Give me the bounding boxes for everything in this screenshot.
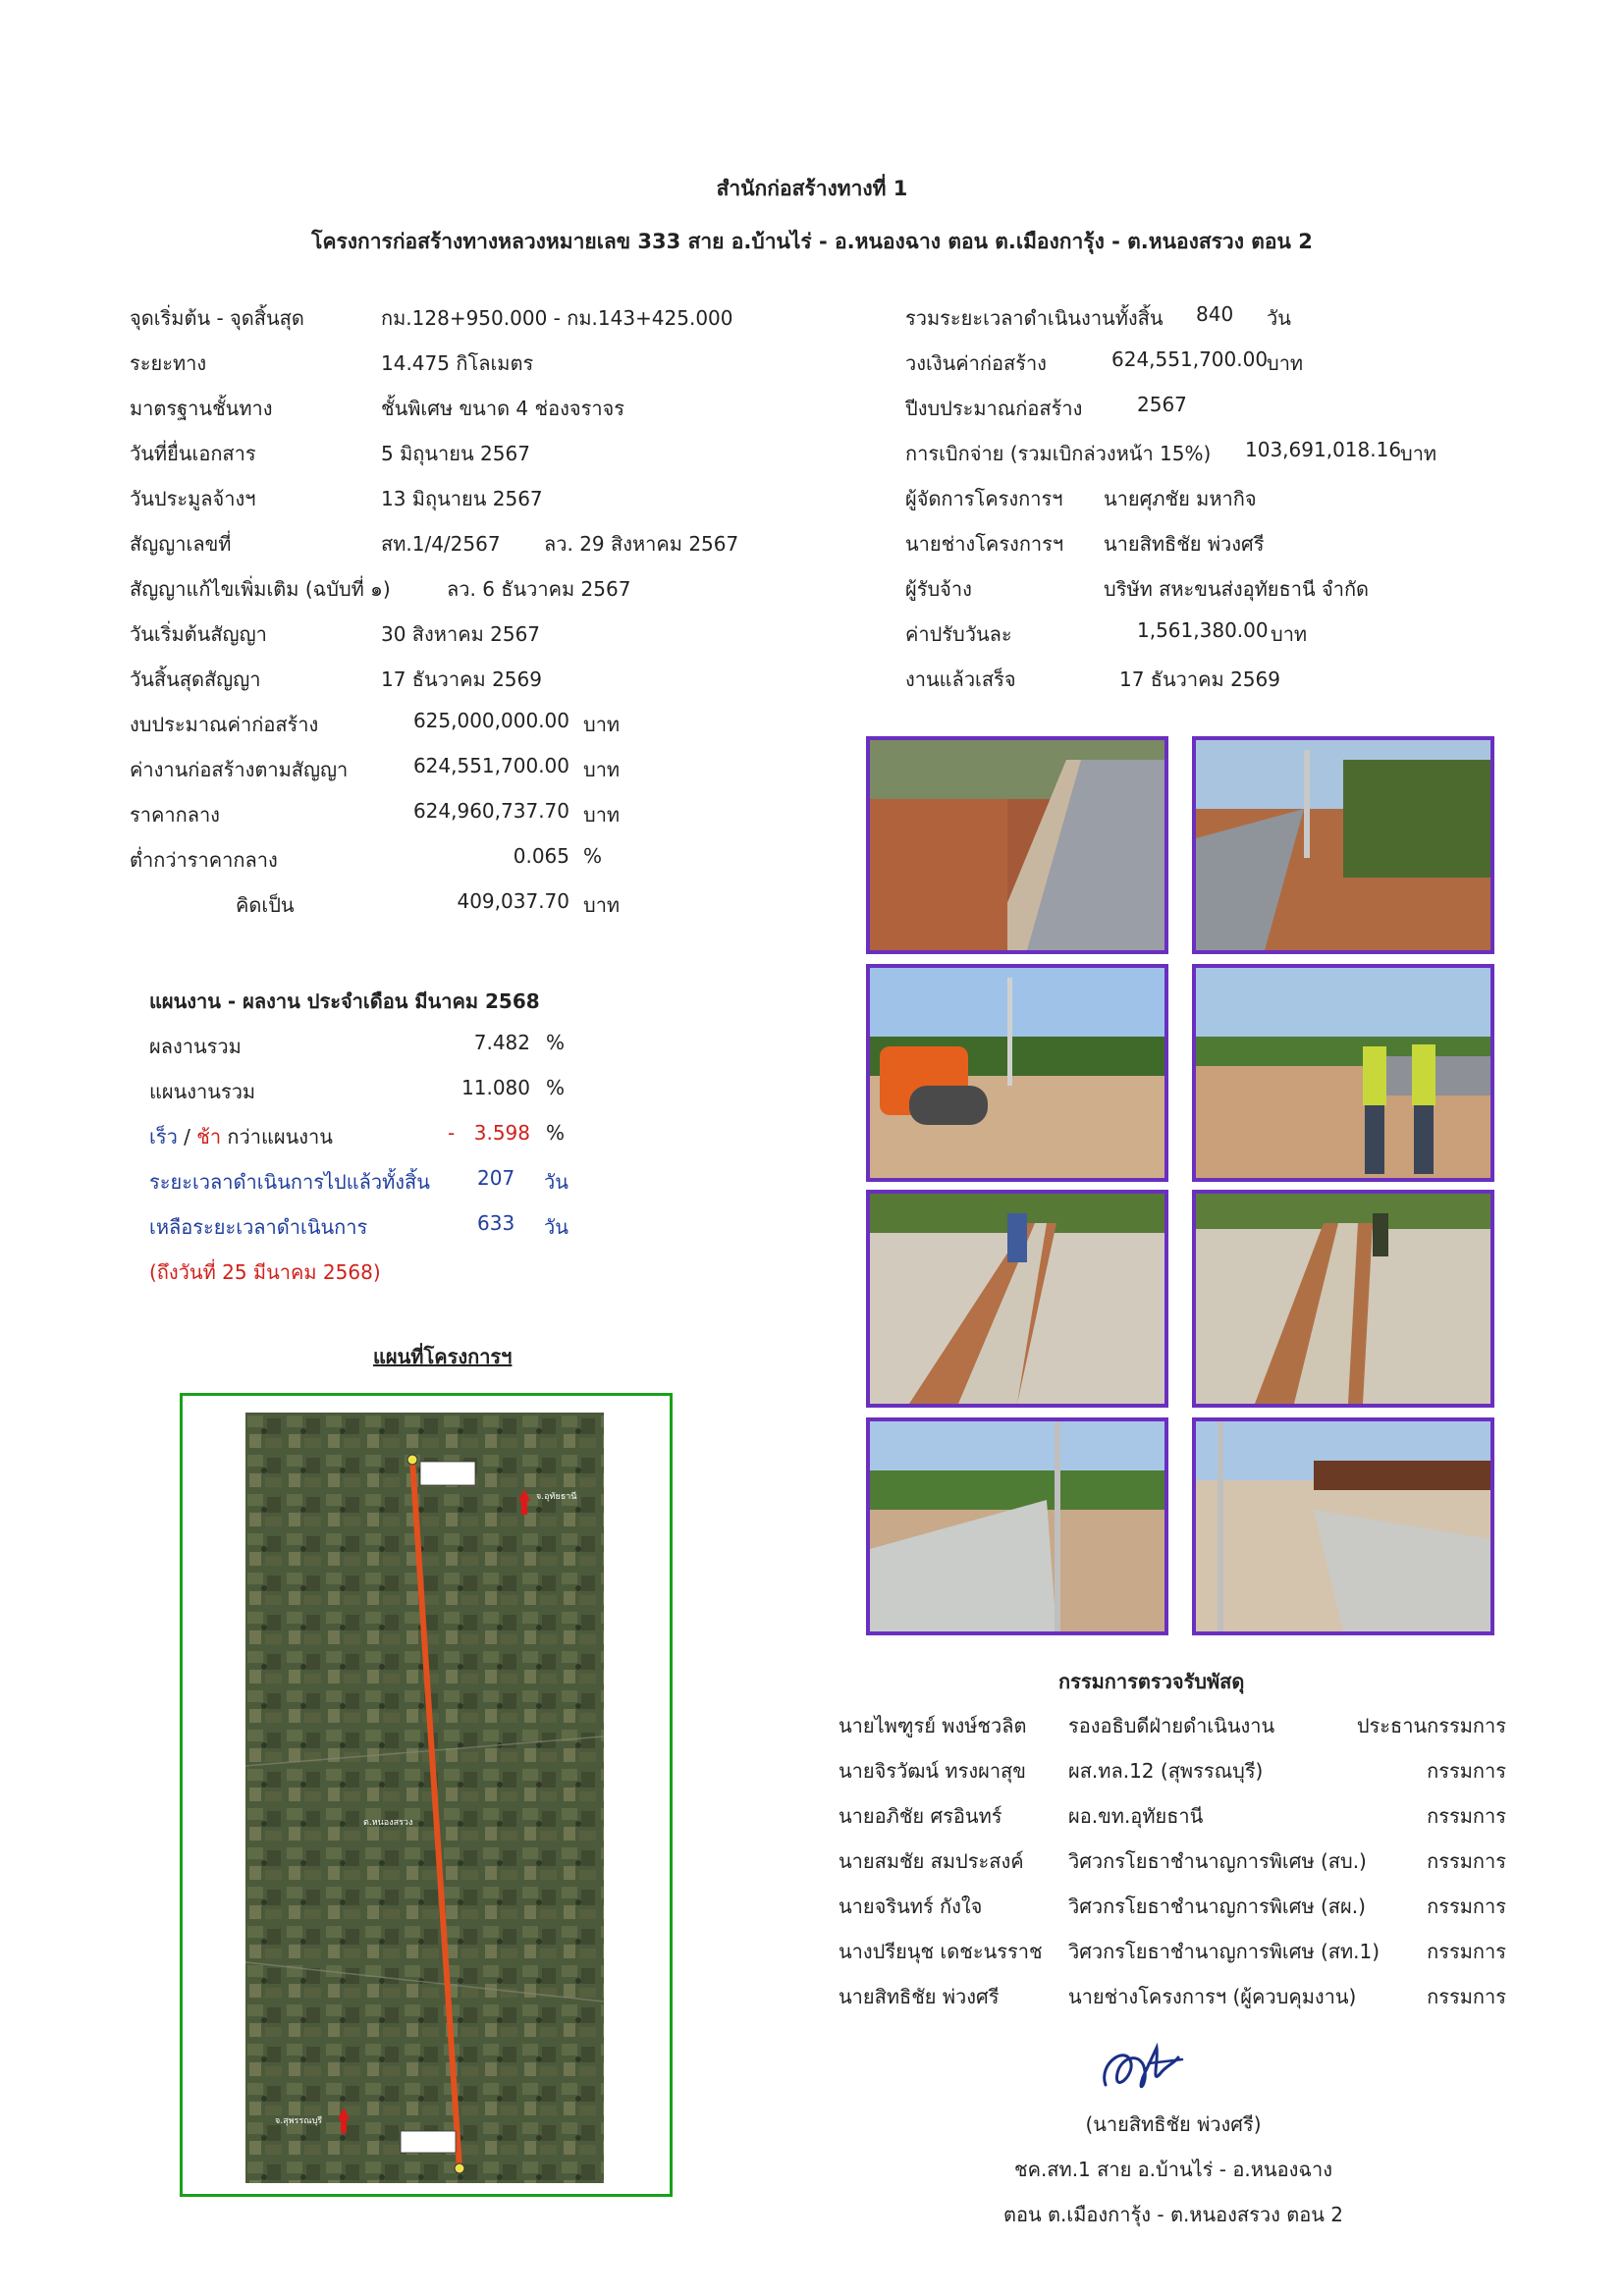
member-name: นายจิรวัฒน์ ทรงผาสุข	[839, 1759, 1026, 1783]
progress-label: ผลงานรวม	[149, 1035, 242, 1058]
member-position: ผส.ทล.12 (สุพรรณบุรี)	[1068, 1759, 1264, 1783]
member-position: วิศวกรโยธาชำนาญการพิเศษ (สบ.)	[1068, 1849, 1367, 1873]
member-role: กรรมการ	[1427, 1759, 1506, 1783]
remaining-value: 633	[477, 1211, 515, 1235]
info-extra: ลว. 29 สิงหาคม 2567	[544, 532, 739, 556]
info-value: 17 ธันวาคม 2569	[381, 667, 542, 691]
signature-name: (นายสิทธิชัย พ่วงศรี)	[1085, 2112, 1262, 2136]
remaining-label: เหลือระยะเวลาดำเนินการ	[149, 1215, 368, 1239]
member-position: ผอ.ขท.อุทัยธานี	[1068, 1804, 1204, 1828]
site-photo	[866, 1417, 1168, 1635]
budget-label: ค่างานก่อสร้างตามสัญญา	[130, 758, 349, 781]
info-value: 5 มิถุนายน 2567	[381, 442, 530, 465]
slash: /	[177, 1125, 197, 1148]
member-role: กรรมการ	[1427, 1940, 1506, 1963]
budget-unit: บาท	[583, 803, 621, 827]
info-label: วงเงินค่าก่อสร้าง	[905, 351, 1047, 375]
site-photo	[866, 1190, 1168, 1408]
budget-value: 625,000,000.00	[412, 709, 569, 732]
budget-label: งบประมาณค่าก่อสร้าง	[130, 713, 319, 736]
info-value: บริษัท สหะขนส่งอุทัยธานี จำกัด	[1104, 577, 1370, 601]
info-label: รวมระยะเวลาดำเนินงานทั้งสิ้น	[905, 306, 1164, 330]
elapsed-unit: วัน	[544, 1170, 568, 1194]
site-photo	[866, 736, 1168, 954]
budget-value: 409,037.70	[457, 889, 569, 913]
info-label: สัญญาเลขที่	[130, 532, 232, 556]
info-label: สัญญาแก้ไขเพิ่มเติม (ฉบับที่ ๑)	[130, 577, 391, 601]
progress-unit: %	[546, 1031, 566, 1054]
info-value: 624,551,700.00	[1111, 347, 1269, 371]
info-value: นายสิทธิชัย พ่วงศรี	[1104, 532, 1265, 556]
budget-unit: บาท	[583, 713, 621, 736]
member-position: นายช่างโครงการฯ (ผู้ควบคุมงาน)	[1068, 1985, 1357, 2008]
site-photo	[1192, 1190, 1494, 1408]
than-plan: กว่าแผนงาน	[221, 1125, 333, 1148]
member-position: รองอธิบดีฝ่ายดำเนินงาน	[1068, 1714, 1275, 1737]
progress-title: แผนงาน - ผลงาน ประจำเดือน มีนาคม 2568	[149, 989, 540, 1013]
info-unit: บาท	[1267, 351, 1304, 375]
member-name: นายสิทธิชัย พ่วงศรี	[839, 1985, 1000, 2008]
as-of-date: (ถึงวันที่ 25 มีนาคม 2568)	[149, 1260, 381, 1284]
member-name: นายสมชัย สมประสงค์	[839, 1849, 1024, 1873]
info-label: ระยะทาง	[130, 351, 207, 375]
info-label: วันเริ่มต้นสัญญา	[130, 622, 267, 646]
member-role: ประธานกรรมการ	[1356, 1714, 1506, 1737]
budget-value: 624,960,737.70	[412, 799, 569, 823]
map-label-south: จ.สุพรรณบุรี	[275, 2116, 323, 2126]
elapsed-value: 207	[477, 1166, 515, 1190]
member-position: วิศวกรโยธาชำนาญการพิเศษ (สผ.)	[1068, 1895, 1366, 1918]
member-name: นายอภิชัย ศรอินทร์	[839, 1804, 1002, 1828]
member-name: นางปรียนุช เดชะนรราช	[839, 1940, 1043, 1963]
info-label: วันประมูลจ้างฯ	[130, 487, 256, 510]
committee-title: กรรมการตรวจรับพัสดุ	[1058, 1670, 1245, 1693]
info-unit: บาท	[1271, 622, 1308, 646]
info-value: 14.475 กิโลเมตร	[381, 351, 534, 375]
project-map	[245, 1413, 604, 2183]
budget-label: ราคากลาง	[130, 803, 220, 827]
member-role: กรรมการ	[1427, 1985, 1506, 2008]
map-label-north: จ.อุทัยธานี	[536, 1492, 577, 1502]
info-label: การเบิกจ่าย (รวมเบิกล่วงหน้า 15%)	[905, 442, 1212, 465]
remaining-unit: วัน	[544, 1215, 568, 1239]
info-value: ชั้นพิเศษ ขนาด 4 ช่องจราจร	[381, 397, 625, 420]
budget-unit: บาท	[583, 758, 621, 781]
budget-unit: บาท	[583, 893, 621, 917]
info-label: ผู้รับจ้าง	[905, 577, 972, 601]
progress-label: แผนงานรวม	[149, 1080, 256, 1103]
info-label: ปีงบประมาณก่อสร้าง	[905, 397, 1083, 420]
site-photo	[1192, 964, 1494, 1182]
info-value: 103,691,018.16	[1245, 438, 1402, 461]
info-value: 13 มิถุนายน 2567	[381, 487, 543, 510]
info-value: 1,561,380.00	[1137, 618, 1269, 642]
map-label-mid: ต.หนองสรวง	[363, 1818, 413, 1828]
office-title: สำนักก่อสร้างทางที่ 1	[716, 177, 908, 200]
map-title: แผนที่โครงการฯ	[373, 1345, 513, 1368]
info-value: 17 ธันวาคม 2569	[1119, 667, 1280, 691]
info-label: วันที่ยื่นเอกสาร	[130, 442, 256, 465]
info-label: ผู้จัดการโครงการฯ	[905, 487, 1063, 510]
info-label: ค่าปรับวันละ	[905, 622, 1012, 646]
info-value: 2567	[1137, 393, 1187, 416]
budget-unit: %	[583, 844, 603, 868]
fast-label: เร็ว	[149, 1125, 178, 1148]
progress-value: 11.080	[461, 1076, 530, 1099]
slow-label: ช้า	[196, 1125, 222, 1148]
diff-sign: -	[448, 1121, 456, 1145]
diff-unit: %	[546, 1121, 566, 1145]
info-label: วันสิ้นสุดสัญญา	[130, 667, 261, 691]
member-position: วิศวกรโยธาชำนาญการพิเศษ (สท.1)	[1068, 1940, 1380, 1963]
elapsed-label: ระยะเวลาดำเนินการไปแล้วทั้งสิ้น	[149, 1170, 430, 1194]
info-label: จุดเริ่มต้น - จุดสิ้นสุด	[130, 306, 304, 330]
fast-slow-label	[149, 1121, 333, 1152]
project-title: โครงการก่อสร้างทางหลวงหมายเลข 333 สาย อ.บ้านไร่ - อ.หนองฉาง ตอน ต.เมืองการุ้ง - ต.หนองสรวง ตอน 2	[311, 230, 1313, 253]
info-value: 840	[1196, 302, 1234, 326]
info-value: ลว. 6 ธันวาคม 2567	[447, 577, 631, 601]
member-role: กรรมการ	[1427, 1849, 1506, 1873]
member-name: นายไพฑูรย์ พงษ์ชวลิต	[839, 1714, 1027, 1737]
signature-line2: ตอน ต.เมืองการุ้ง - ต.หนองสรวง ตอน 2	[1003, 2203, 1343, 2226]
budget-label: ต่ำกว่าราคากลาง	[130, 848, 278, 872]
member-role: กรรมการ	[1427, 1804, 1506, 1828]
info-unit: บาท	[1400, 442, 1437, 465]
progress-unit: %	[546, 1076, 566, 1099]
diff-value: 3.598	[473, 1121, 530, 1145]
budget-value: 0.065	[513, 844, 569, 868]
site-photo	[1192, 1417, 1494, 1635]
budget-label: คิดเป็น	[236, 893, 295, 917]
signature-mark	[1088, 2034, 1196, 2103]
info-value: นายศุภชัย มหากิจ	[1104, 487, 1257, 510]
info-label: มาตรฐานชั้นทาง	[130, 397, 273, 420]
budget-value: 624,551,700.00	[412, 754, 569, 777]
info-value: สท.1/4/2567	[381, 532, 501, 556]
info-label: นายช่างโครงการฯ	[905, 532, 1064, 556]
member-role: กรรมการ	[1427, 1895, 1506, 1918]
progress-value: 7.482	[473, 1031, 530, 1054]
info-value: 30 สิงหาคม 2567	[381, 622, 541, 646]
info-value: กม.128+950.000 - กม.143+425.000	[381, 306, 733, 330]
info-label: งานแล้วเสร็จ	[905, 667, 1016, 691]
info-unit: วัน	[1267, 306, 1291, 330]
member-name: นายจรินทร์ กังใจ	[839, 1895, 983, 1918]
site-photo	[1192, 736, 1494, 954]
signature-line1: ชค.สท.1 สาย อ.บ้านไร่ - อ.หนองฉาง	[1014, 2158, 1332, 2181]
site-photo	[866, 964, 1168, 1182]
